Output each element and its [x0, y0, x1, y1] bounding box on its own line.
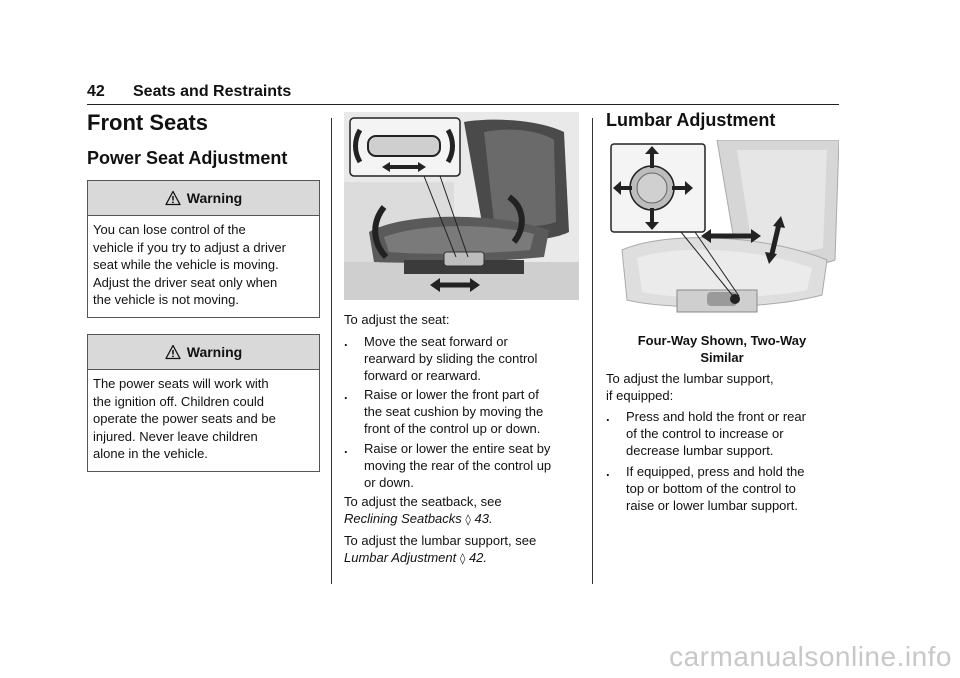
figure-caption	[606, 332, 838, 366]
xref-icon: ◊	[465, 513, 471, 526]
lumbar-intro	[606, 370, 774, 404]
bullet-line: front of the control up or down.	[364, 421, 541, 436]
bullet-line: moving the rear of the control up	[364, 458, 552, 473]
xref-icon: ◊	[459, 552, 466, 565]
warning-line: the ignition off. Children could	[93, 393, 265, 409]
caption-line: Similar	[700, 350, 744, 365]
bullet-glyph: .	[344, 334, 348, 349]
lumbar-page: 42.	[468, 550, 488, 565]
watermark: carmanualsonline.info	[669, 641, 952, 672]
caption-line: Four-Way Shown, Two-Way	[637, 333, 807, 348]
bullet-line: rearward by sliding the control	[364, 351, 538, 366]
warning-line: The power seats will work with	[93, 376, 269, 391]
warning-line: the vehicle is not moving.	[93, 292, 239, 307]
warning-line: You can lose control of the	[93, 222, 246, 237]
bullet-line: Raise or lower the entire seat by	[364, 441, 551, 456]
bullet-glyph: .	[606, 409, 610, 424]
seat-intro: To adjust the seat:	[344, 312, 450, 327]
section-heading: Power Seat Adjustment	[87, 148, 288, 168]
warning-line: injured. Never leave children	[93, 428, 258, 444]
warning-icon	[165, 190, 181, 206]
bullet-line: top or bottom of the control to	[626, 481, 796, 496]
bullet-glyph: .	[344, 441, 348, 456]
lumbar-illustration	[607, 140, 839, 324]
intro-line: To adjust the lumbar support,	[606, 371, 774, 386]
list-item	[344, 333, 604, 385]
bullet-line: the seat cushion by moving the	[364, 404, 544, 419]
warning-box-1	[87, 180, 320, 318]
page-header	[87, 82, 839, 105]
list-item	[606, 463, 846, 515]
warning-body	[88, 216, 319, 317]
lumbar-paragraph	[344, 532, 536, 567]
warning-line: vehicle if you try to adjust a driver	[93, 239, 286, 255]
seatback-paragraph	[344, 493, 502, 528]
bullet-line: Raise or lower the front part of	[364, 387, 539, 402]
warning-line: seat while the vehicle is moving.	[93, 257, 279, 272]
warning-label: Warning	[186, 190, 243, 206]
warning-header	[88, 335, 319, 370]
bullet-line: If equipped, press and hold the	[626, 464, 805, 479]
seatback-page: 43.	[474, 511, 493, 526]
bullet-glyph: .	[344, 387, 348, 402]
bullet-line: Press and hold the front or rear	[626, 409, 806, 424]
seatback-xref[interactable]	[344, 510, 502, 528]
list-item	[344, 440, 604, 492]
list-item	[344, 386, 604, 438]
warning-line: operate the power seats and be	[93, 411, 276, 426]
seatback-text: To adjust the seatback, see	[344, 494, 502, 509]
warning-icon	[165, 344, 181, 360]
lumbar-text: To adjust the lumbar support, see	[344, 533, 537, 548]
intro-line: if equipped:	[606, 388, 674, 403]
warning-body	[88, 370, 319, 471]
warning-line: Adjust the driver seat only when	[93, 274, 278, 290]
bullet-glyph: .	[606, 464, 610, 479]
section-title: Seats and Restraints	[133, 83, 292, 100]
warning-box-2	[87, 334, 320, 472]
bullet-line: or down.	[364, 475, 414, 490]
lumbar-xref[interactable]	[344, 549, 536, 567]
power-seat-illustration	[344, 112, 579, 300]
warning-label: Warning	[186, 344, 243, 360]
warning-header	[88, 181, 319, 216]
seatback-link[interactable]: Reclining Seatbacks	[344, 511, 462, 526]
page-title: Front Seats	[87, 110, 209, 135]
lumbar-link[interactable]: Lumbar Adjustment	[344, 550, 457, 565]
lumbar-heading: Lumbar Adjustment	[606, 110, 776, 130]
warning-line: alone in the vehicle.	[93, 446, 208, 461]
page-number: 42	[87, 83, 105, 100]
bullet-line: raise or lower lumbar support.	[626, 498, 798, 513]
bullet-line: of the control to increase or	[626, 426, 784, 441]
bullet-line: forward or rearward.	[364, 368, 482, 383]
bullet-line: Move the seat forward or	[364, 334, 508, 349]
column-divider-1	[331, 118, 332, 584]
bullet-line: decrease lumbar support.	[626, 443, 774, 458]
list-item	[606, 408, 846, 460]
